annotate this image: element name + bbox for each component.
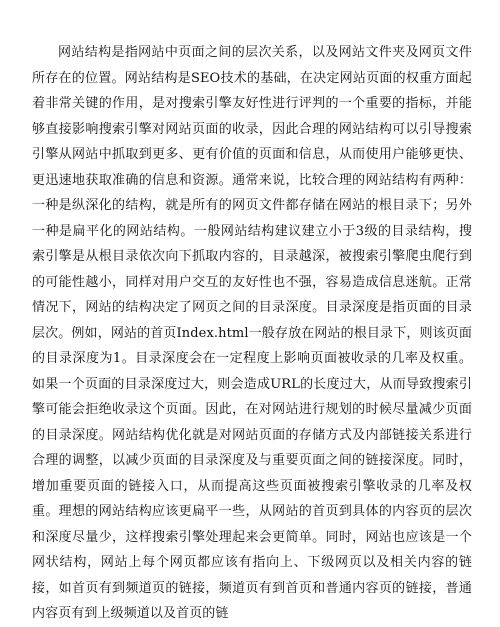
body-paragraph: 网站结构是指网站中页面之间的层次关系，以及网站文件夹及网页文件所存在的位置。网站结构是SEO技术的基础，在决定网站页面的权重方面起着非常关键的作用，是对搜索引擎友好性进行评判的一个重要的指标，并能够直接影响搜索引擎对网站页面的收录，因此合理的网站结构可以引导搜索引擎从网站中抓取到更多、更有价值的页面和信息，从而使用户能够更快、更迅速地获取准确的信息和资源。通常来说，比较合理的网站结构有两种：一种是纵深化的结构，就是所有的网页文件都存储在网站的根目录下；另外一种是扁平化的网站结构。一般网站结构建议建立小于3级的目录结构，搜索引擎是从根目录依次向下抓取内容的，目录越深，被搜索引擎爬虫爬行到的可能性越小，同样对用户交互的友好性也不强，容易造成信息迷航。正常情况下，网站的结构决定了网页之间的目录深度。目录深度是指页面的目录层次。例如，网站的首页Index.html一般存放在网站的根目录下，则该页面的目录深度为1。目录深度会在一定程度上影响页面被收录的几率及权重。如果一个页面的目录深度过大，则会造成URL的长度过大，从而导致搜索引擎可能会拒绝收录这个页面。因此，在对网站进行规划的时候尽量减少页面的目录深度。网站结构优化就是对网站页面的存储方式及内部链接关系进行合理的调整，以减少页面的目录深度及与重要页面之间的链接深度。同时，增加重要页面的链接入口，从而提高这些页面被搜索引擎收录的几率及权重。理想的网站结构应该更扁平一些，从网站的首页到具体的内容页的层次和深度尽量少，这样搜索引擎处理起来会更简单。同时，网站也应该是一个网状结构，网站上每个网页都应该有指向上、下级网页以及相关内容的链接，如首页有到频道页的链接，频道页有到首页和普通内容页的链接，普通内容页有到上级频道以及首页的链 xyxy=(32,45,472,621)
